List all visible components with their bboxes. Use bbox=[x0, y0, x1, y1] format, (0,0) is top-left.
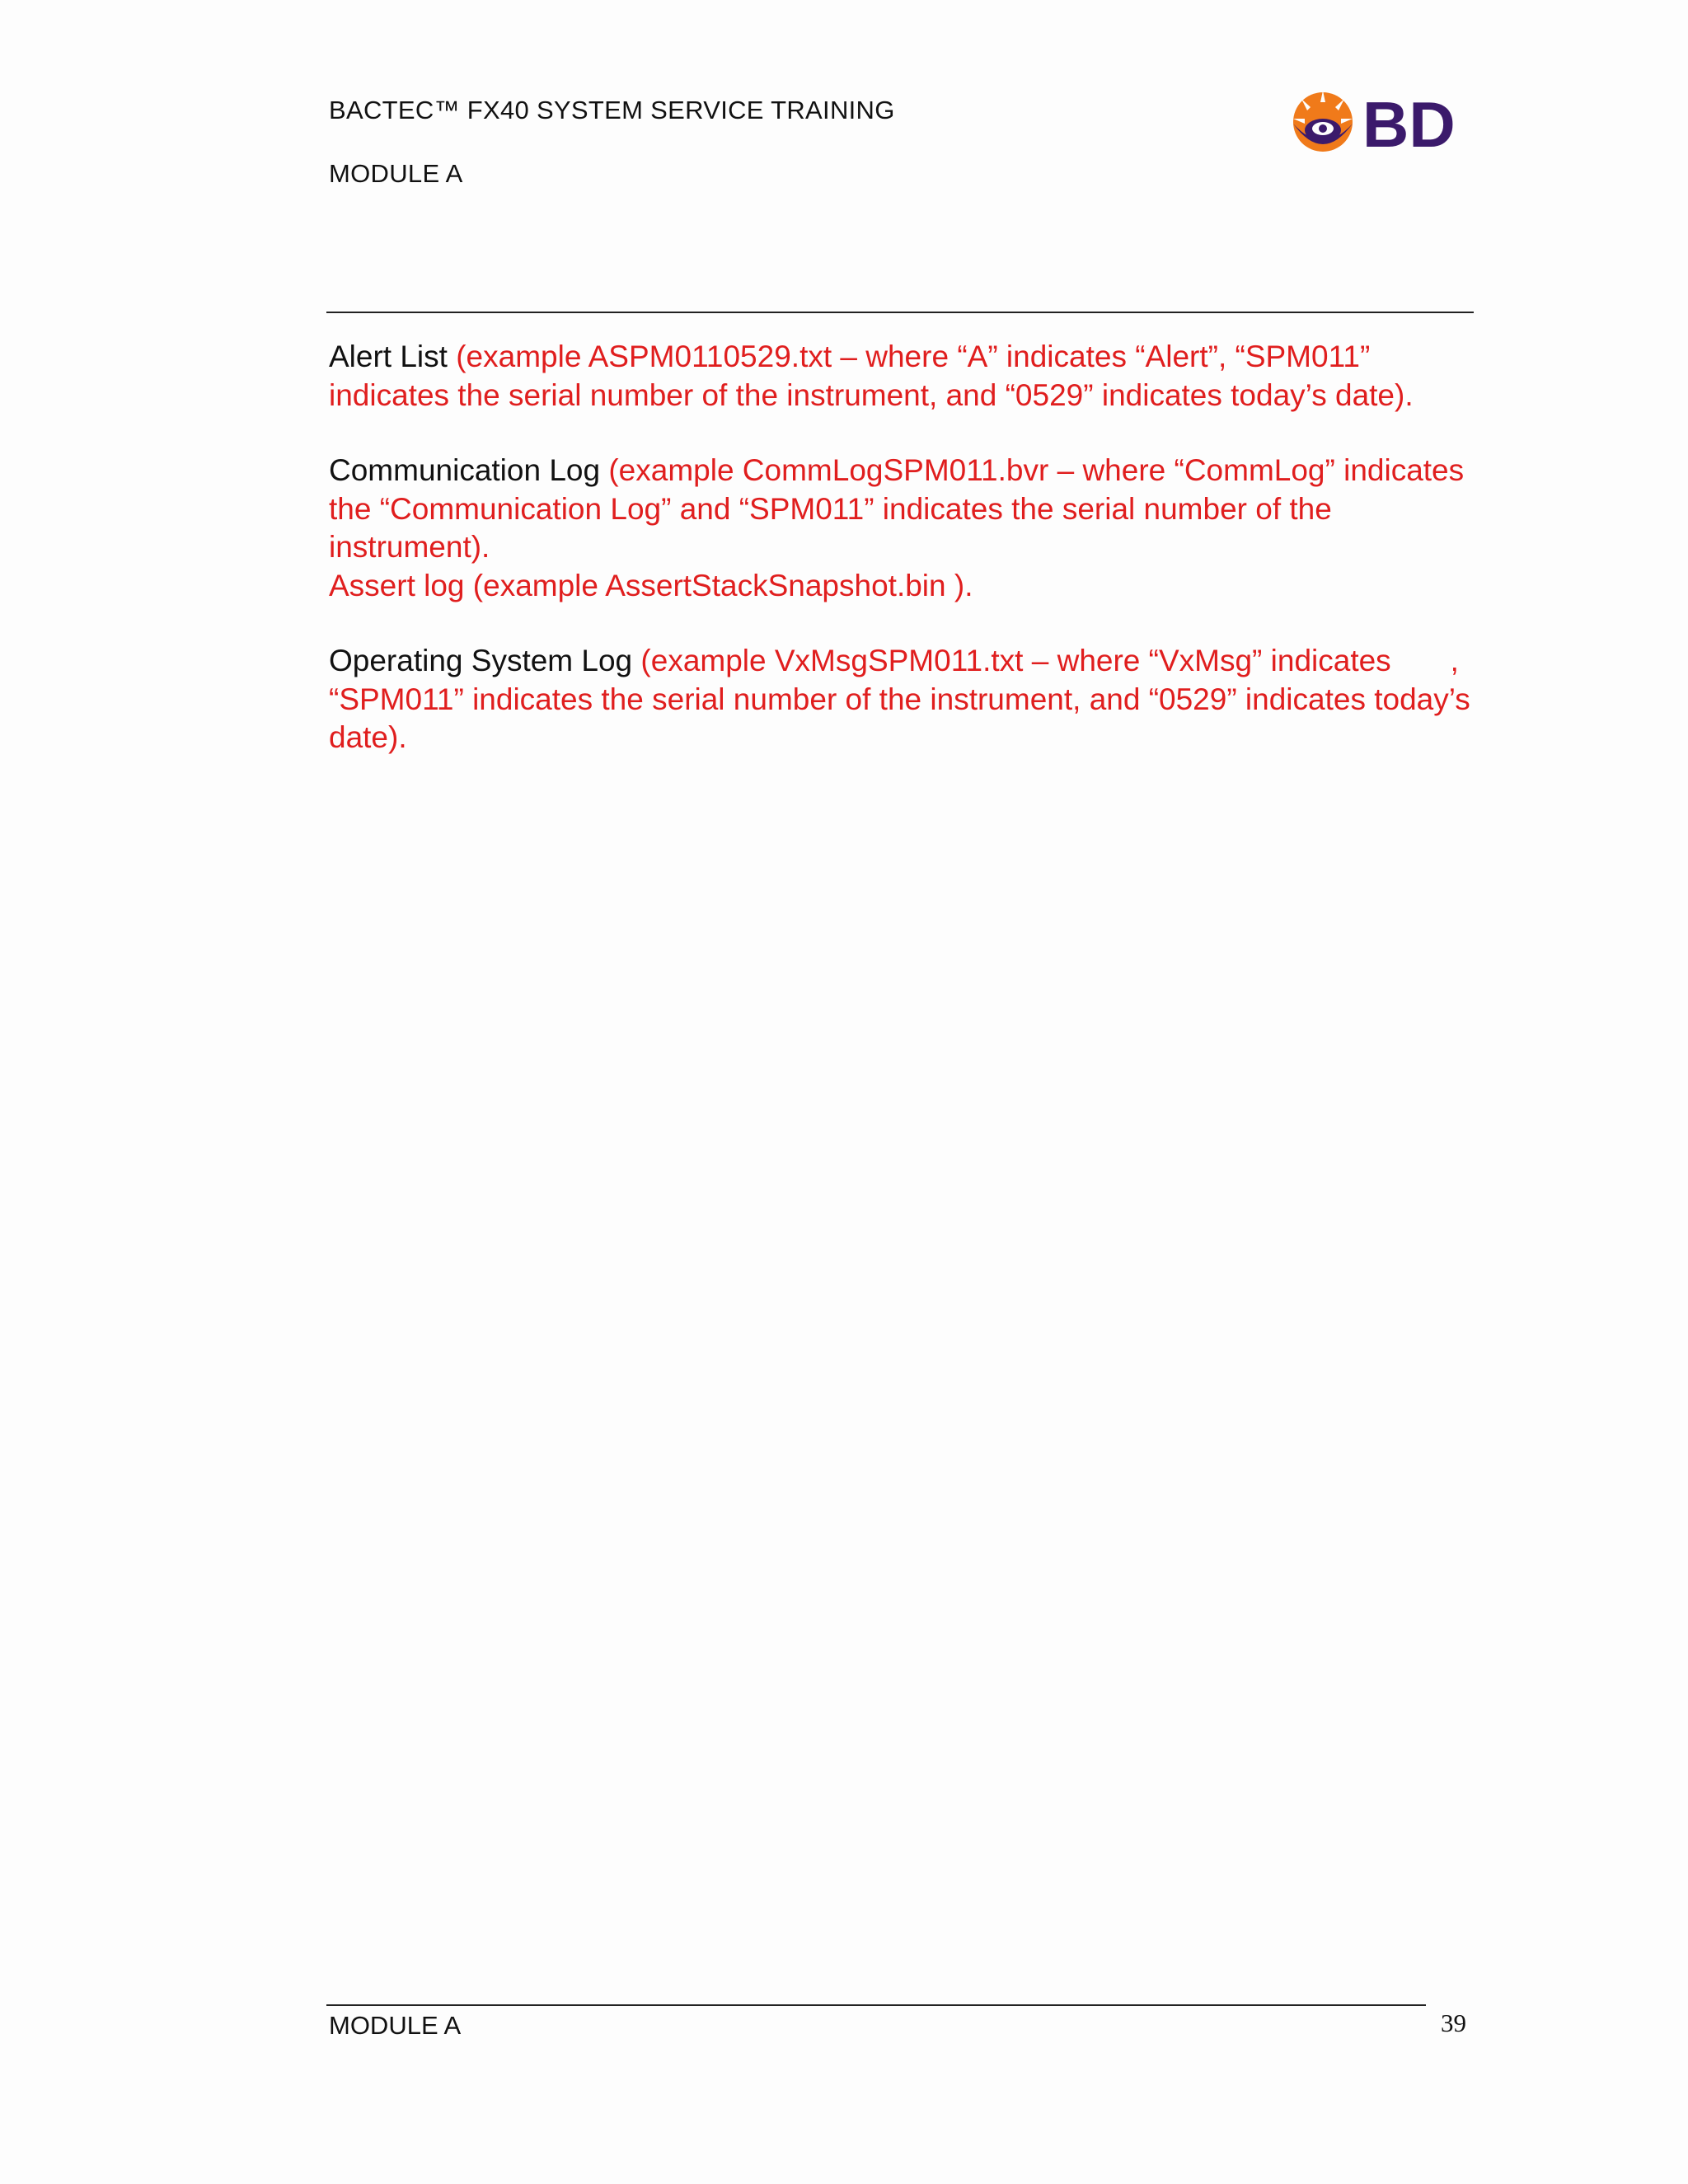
assert-log-paragraph: Assert log (example AssertStackSnapshot.bin ). bbox=[329, 568, 973, 602]
footer-divider bbox=[326, 2004, 1426, 2006]
communication-log-term: Communication Log bbox=[329, 453, 601, 487]
document-title: BACTEC™ FX40 SYSTEM SERVICE TRAINING bbox=[329, 96, 895, 124]
footer-module-label: MODULE A bbox=[329, 2011, 462, 2040]
bd-emblem-icon bbox=[1293, 91, 1353, 152]
alert-list-paragraph bbox=[329, 338, 1479, 415]
module-label: MODULE A bbox=[329, 159, 463, 188]
alert-list-description: (example ASPM0110529.txt – where “A” indicates “Alert”, “SPM011” indicates the serial number of the instrument, and “0529” indicates today’s date). bbox=[329, 340, 1414, 412]
operating-system-log-description: (example VxMsgSPM011.txt – where “VxMsg” indicates , “SPM011” indicates the serial number of the instrument, and “0529” indicates today’s date). bbox=[329, 644, 1479, 754]
page-number: 39 bbox=[1441, 2008, 1466, 2037]
communication-log-description: (example CommLogSPM011.bvr – where “CommLog” indicates the “Communication Log” and “SPM011” indicates the serial number of the instrument). bbox=[329, 453, 1465, 564]
operating-system-log-term: Operating System Log bbox=[329, 644, 633, 677]
bd-logo bbox=[1290, 86, 1463, 158]
operating-system-log-paragraph bbox=[329, 642, 1479, 757]
main-content bbox=[329, 338, 1479, 794]
bd-logo-text: BD bbox=[1362, 88, 1456, 158]
communication-log-paragraph bbox=[329, 452, 1479, 567]
alert-list-term: Alert List bbox=[329, 340, 448, 373]
header-divider bbox=[326, 312, 1474, 313]
